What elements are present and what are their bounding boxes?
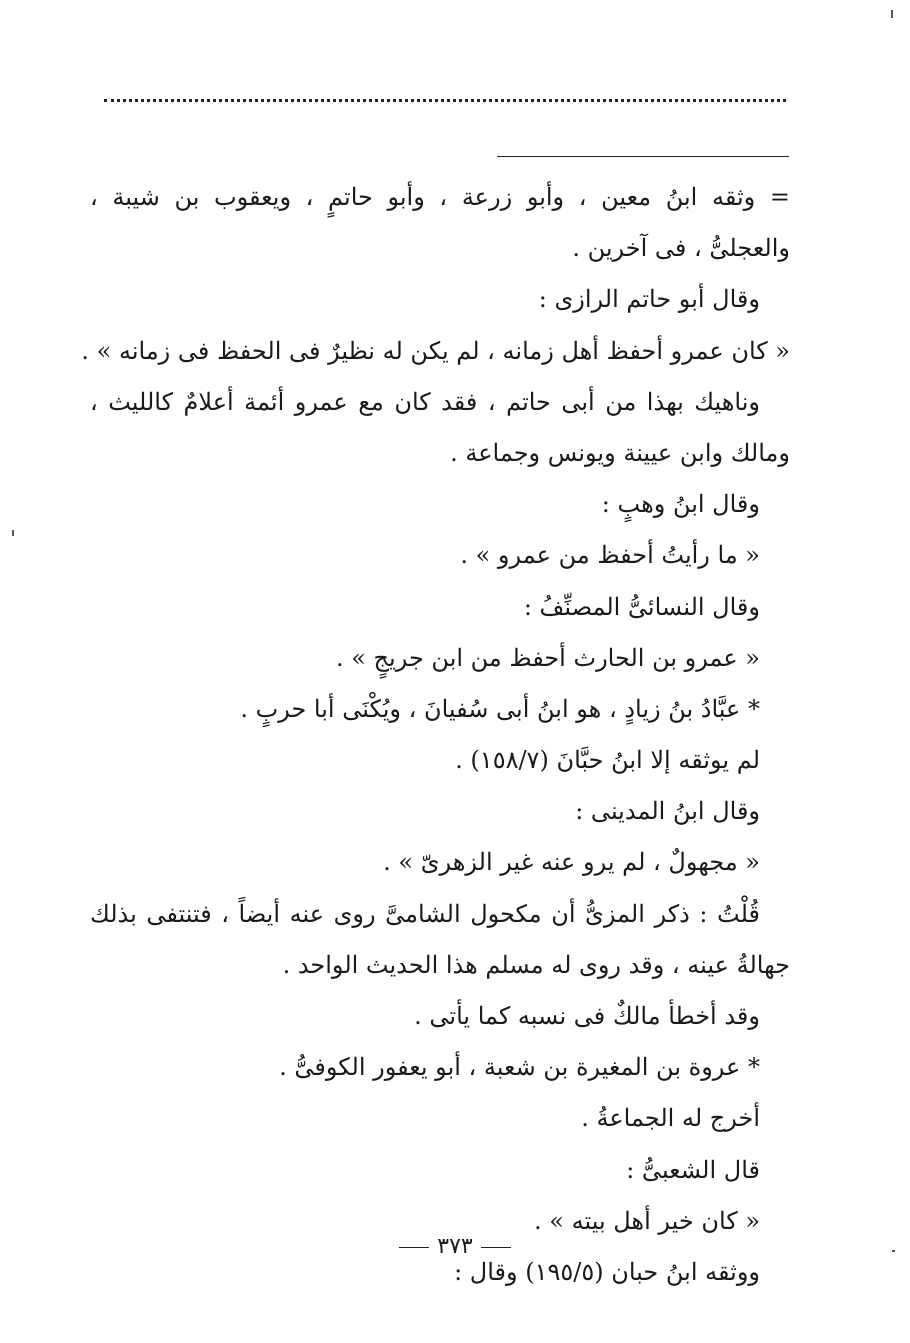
text-line: « ما رأيتُ أحفظ من عمرو » . (460, 541, 760, 570)
text-line: « كان عمرو أحفظ أهل زمانه ، لم يكن له نظيرٌ فى الحفظ فى زمانه » . (81, 336, 790, 365)
text-line: وقال النسائىُّ المصنِّفُ : (523, 592, 760, 621)
text-line: أخرج له الجماعةُ . (581, 1104, 760, 1133)
scan-artifact (12, 530, 14, 536)
text-line: وقال ابنُ وهبٍ : (601, 490, 760, 519)
text-line: والعجلىُّ ، فى آخرين . (572, 234, 790, 263)
text-line: * عبَّادُ بنُ زيادٍ ، هو ابنُ أبى سُفيانَ ، ويُكْنَى أبا حربٍ . (240, 694, 760, 723)
scan-artifact (891, 10, 893, 18)
text-line: لم يوثقه إلا ابنُ حبَّانَ (١٥٨/٧) . (455, 746, 760, 775)
page-number-dash (399, 1247, 429, 1248)
scan-artifact (892, 1250, 895, 1252)
dotted-separator (104, 99, 786, 102)
text-line: وناهيك بهذا من أبى حاتم ، فقد كان مع عمرو أئمة أعلامٌ كالليث ، (90, 387, 760, 416)
text-line: * عروة بن المغيرة بن شعبة ، أبو يعفور الكوفىُّ . (279, 1053, 760, 1082)
page-number-value: ٣٧٣ (437, 1234, 473, 1259)
text-line: « كان خير أهل بيته » . (534, 1206, 760, 1235)
footnote-rule (497, 156, 789, 157)
text-line: = وثقه ابنُ معين ، وأبو زرعة ، وأبو حاتمٍ ، ويعقوب بن شيبة ، (90, 183, 790, 211)
text-line: ووثقه ابنُ حبان (١٩٥/٥) وقال : (454, 1257, 760, 1286)
text-line: « مجهولٌ ، لم يرو عنه غير الزهرىّ » . (383, 848, 760, 877)
page-number (0, 1234, 910, 1259)
text-line: قُلْتُ : ذكر المزىُّ أن مكحول الشامىَّ روى عنه أيضاً ، فتنتفى بذلك (90, 899, 760, 928)
text-line: قال الشعبىُّ : (626, 1155, 760, 1184)
text-line: وقال ابنُ المدينى : (575, 797, 760, 826)
text-line: ومالك وابن عيينة ويونس وجماعة . (450, 438, 790, 467)
text-line: جهالةُ عينه ، وقد روى له مسلم هذا الحديث الواحد . (282, 950, 790, 979)
main-text (81, 172, 790, 1298)
text-line: وقال أبو حاتم الرازى : (538, 285, 760, 314)
text-line: « عمرو بن الحارث أحفظ من ابن جريجٍ » . (335, 643, 760, 672)
page-number-dash (481, 1247, 511, 1248)
text-line: وقد أخطأ مالكٌ فى نسبه كما يأتى . (414, 1002, 760, 1030)
